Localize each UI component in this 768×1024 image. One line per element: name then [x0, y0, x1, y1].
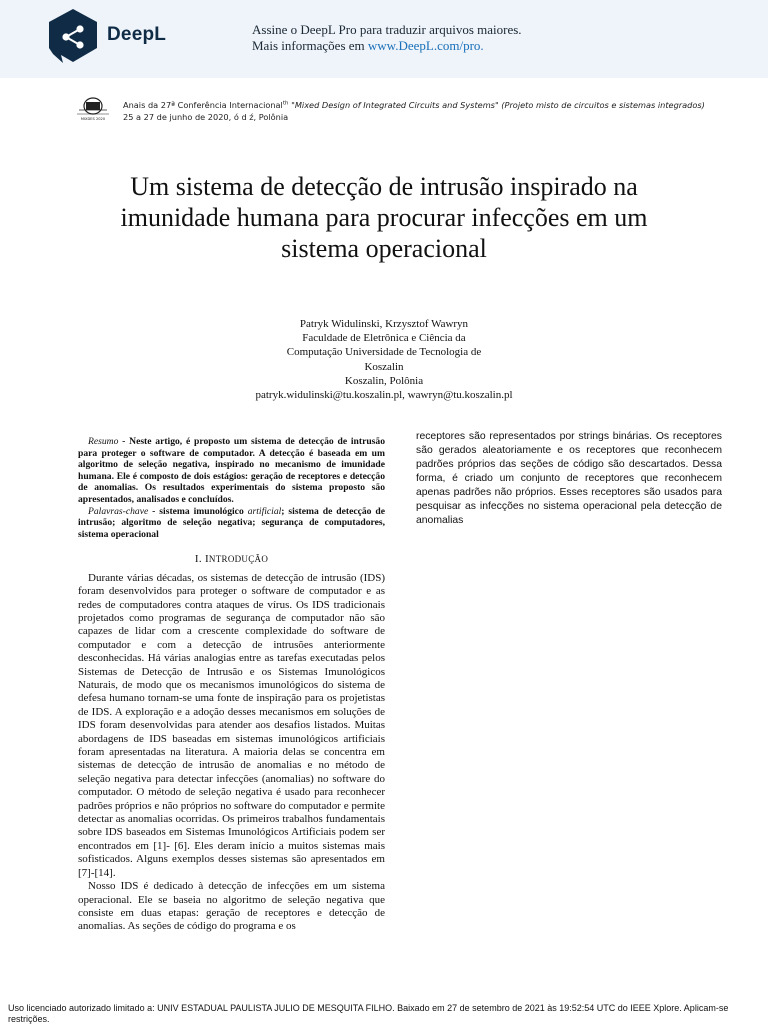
section-title-rest: NTRODUÇÃO	[208, 554, 269, 565]
keywords-label: Palavras-chave	[88, 505, 149, 517]
license-footer: Uso licenciado autorizado limitado a: UNIV ESTADUAL PAULISTA JULIO DE MESQUITA FILHO. Baixado em 27 de setembro de 2021 às 19:52:54 UTC do IEEE Xplore. Aplicam-se restrições.	[8, 1003, 729, 1024]
affiliation-line: Faculdade de Eletrônica e Ciência da	[302, 332, 466, 345]
left-column	[78, 436, 385, 934]
introduction-body	[78, 572, 385, 934]
promo-line-2-prefix: Mais informações em	[252, 38, 368, 53]
deepl-logo-icon[interactable]	[47, 8, 99, 64]
right-column-paragraph: receptores são representados por strings binárias. Os receptores são gerados aleatoriamente e os receptores que reconhecem padrões próprios das seções de código são descartados. Dessa forma, é criado um conjunto de receptores que reconhecem apenas padrões não próprios. Esses receptores são usados para pesquisar as infecções no sistema operacional pela detecção de anomalias	[416, 431, 722, 526]
author-block	[150, 317, 618, 402]
author-names: Patryk Widulinski, Krzysztof Wawryn	[299, 318, 469, 330]
keywords-text-a: - sistema imunológico	[148, 505, 248, 517]
conference-title: "Mixed Design of Integrated Circuits and Systems" (Projeto misto de circuitos e sistemas integrados)	[288, 100, 705, 110]
promo-text	[252, 22, 522, 54]
affiliation-line: Koszalin, Polônia	[344, 374, 424, 387]
abstract-section	[78, 436, 385, 540]
keywords-italic-word: artificial	[247, 505, 282, 517]
keywords-text-b: ; sistema de detecção de intrusão; algoritmo de seleção negativa; segurança de computadores, sistema operacional	[78, 505, 385, 540]
section-first-letter: I	[204, 553, 209, 566]
right-column	[416, 430, 722, 528]
affiliation-line: Koszalin	[364, 360, 404, 373]
conference-ordinal-suffix: th	[282, 100, 289, 107]
deepl-pro-link[interactable]: www.DeepL.com/pro.	[367, 38, 484, 53]
promo-line-2	[252, 38, 522, 54]
author-emails: patryk.widulinski@tu.koszalin.pl, wawryn@tu.koszalin.pl	[255, 389, 513, 402]
keywords-paragraph	[78, 506, 385, 541]
conference-logo-caption: MIXDES 2020	[80, 117, 106, 121]
introduction-paragraph-2: Nosso IDS é dedicado à detecção de infecções em um sistema operacional. Ele se baseia no algoritmo de seleção negativa que consiste em duas etapas: geração de receptores e detecção de anomalias. As seções de código do programa e os	[78, 880, 385, 933]
abstract-text: - Neste artigo, é proposto um sistema de detecção de intrusão para proteger o software de computador. A detecção é baseada em um algoritmo de seleção negativa, inspirado no mecanismo de imunidade humana. Ele é composto de dois estágios: geração de receptores e detecção de anomalias. Os resultados experimentais do sistema proposto são apresentados, analisados e concluídos.	[78, 436, 385, 505]
section-numeral: I.	[194, 553, 205, 566]
introduction-paragraph-1: Durante várias décadas, os sistemas de detecção de intrusão (IDS) foram desenvolvidos para proteger o software de computador e as redes de computadores contra ataques de vírus. Os IDS tradicionais projetados como programas de segurança de computador não são capazes de lidar com a crescente complexidade do software de computador e com a detecção de intrusões anteriormente desconhecidas. Há várias analogias entre as tarefas executadas pelos Sistemas de Detecção de Intrusão e os Sistemas Imunológicos Naturais, de modo que os mecanismos imunológicos do sistema de defesa humano tornam-se uma fonte de inspiração para os projetistas de IDS. A exploração e a adoção desses mecanismos em soluções de IDS foram desenvolvidas para atender aos desafios listados. Muitas abordagens de IDS baseadas em sistemas imunológicos artificiais foram apresentadas na literatura. A maioria delas se concentra em sistemas de detecção de intrusão de anomalias e no método de seleção negativa para detectar infecções (anomalias) no software do computador. O método de seleção negativa é usado para reconhecer padrões próprios e não próprios no software do computador e permite detectar as anomalias ocorridas. Os primeiros trabalhos fundamentais sobre IDS baseados em Sistemas Imunológicos Artificiais podem ser encontrados em [1]- [6]. Eles deram início a muitos sistemas mais sofisticados. Alguns exemplos desses sistemas são apresentados em [7]-[14].	[78, 571, 385, 879]
abstract-label: Resumo	[88, 436, 119, 447]
deepl-banner	[0, 0, 768, 78]
deepl-logo-text[interactable]: DeepL	[107, 24, 167, 45]
abstract-paragraph	[78, 436, 385, 506]
conference-date-location: 25 a 27 de junho de 2020, ó d ź, Polônia	[123, 112, 289, 122]
affiliation-line: Computação Universidade de Tecnologia de	[286, 346, 482, 359]
conference-name: Anais da 27ª Conferência Internacional	[123, 100, 283, 110]
conference-logo-icon	[75, 96, 111, 122]
conference-info-line-1	[123, 100, 705, 110]
promo-line-1: Assine o DeepL Pro para traduzir arquivos maiores.	[252, 22, 522, 37]
section-heading-introduction	[78, 553, 385, 566]
paper-title: Um sistema de detecção de intrusão inspirado na imunidade humana para procurar infecções em um sistema operacional	[120, 172, 648, 263]
